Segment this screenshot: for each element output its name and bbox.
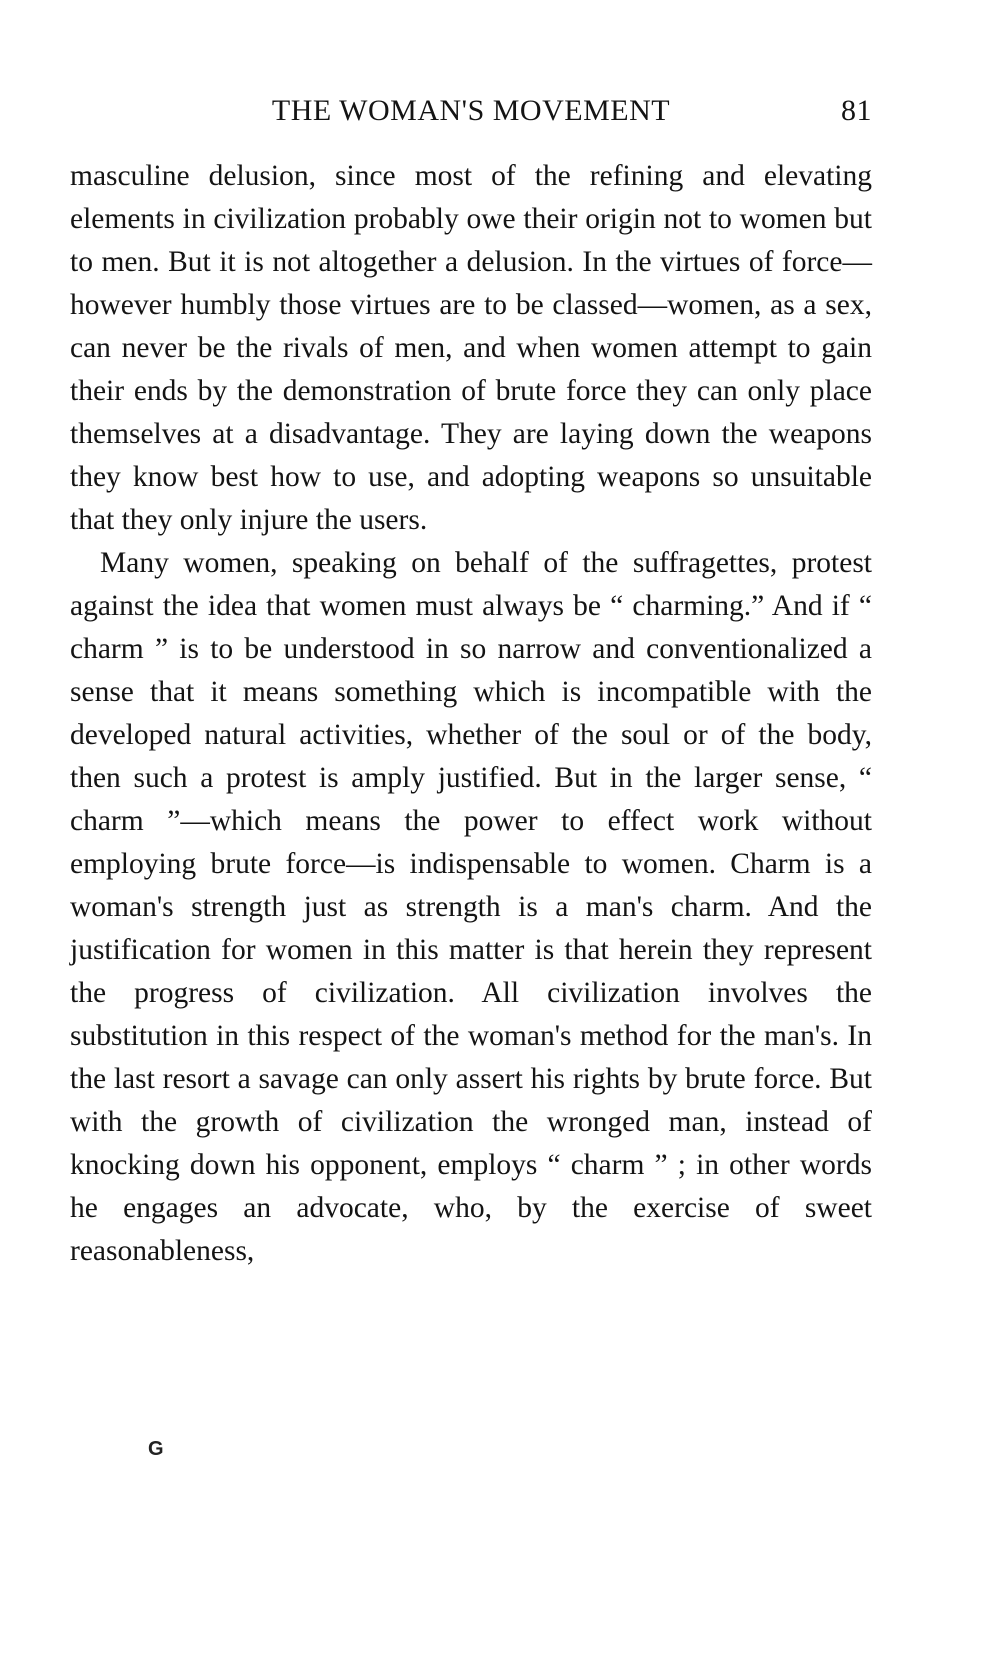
signature-mark: G: [148, 1438, 164, 1460]
body-text: [70, 155, 872, 1273]
paragraph-charm: Many women, speaking on behalf of the suffragettes, protest against the idea that women must always be “ charming.” And if “ charm ” is to be understood in so narrow and conventionalized a sense that it means something which is incompatible with the developed natural activities, whether of the soul or of the body, then such a protest is amply justified. But in the larger sense, “ charm ”—which means the power to effect work without employing brute force—is indispensable to women. Charm is a woman's strength just as strength is a man's charm. And the justification for women in this matter is that herein they represent the progress of civilization. All civilization involves the substitution in this respect of the woman's method for the man's. In the last resort a savage can only assert his rights by brute force. But with the growth of civilization the wronged man, instead of knocking down his opponent, employs “ charm ” ; in other words he engages an advocate, who, by the exercise of sweet reasonableness,: [70, 547, 872, 1267]
paragraph-continued: masculine delusion, since most of the refining and elevating elements in civilization probably owe their origin not to women but to men. But it is not altogether a delusion. In the virtues of force—however humbly those virtues are to be classed—women, as a sex, can never be the rivals of men, and when women attempt to gain their ends by the demonstration of brute force they can only place themselves at a disadvantage. They are laying down the weapons they know best how to use, and adopting weapons so unsuitable that they only injure the users.: [70, 160, 872, 536]
running-head: [70, 94, 872, 134]
running-title: THE WOMAN'S MOVEMENT: [271, 94, 671, 127]
page-number: 81: [841, 94, 872, 127]
